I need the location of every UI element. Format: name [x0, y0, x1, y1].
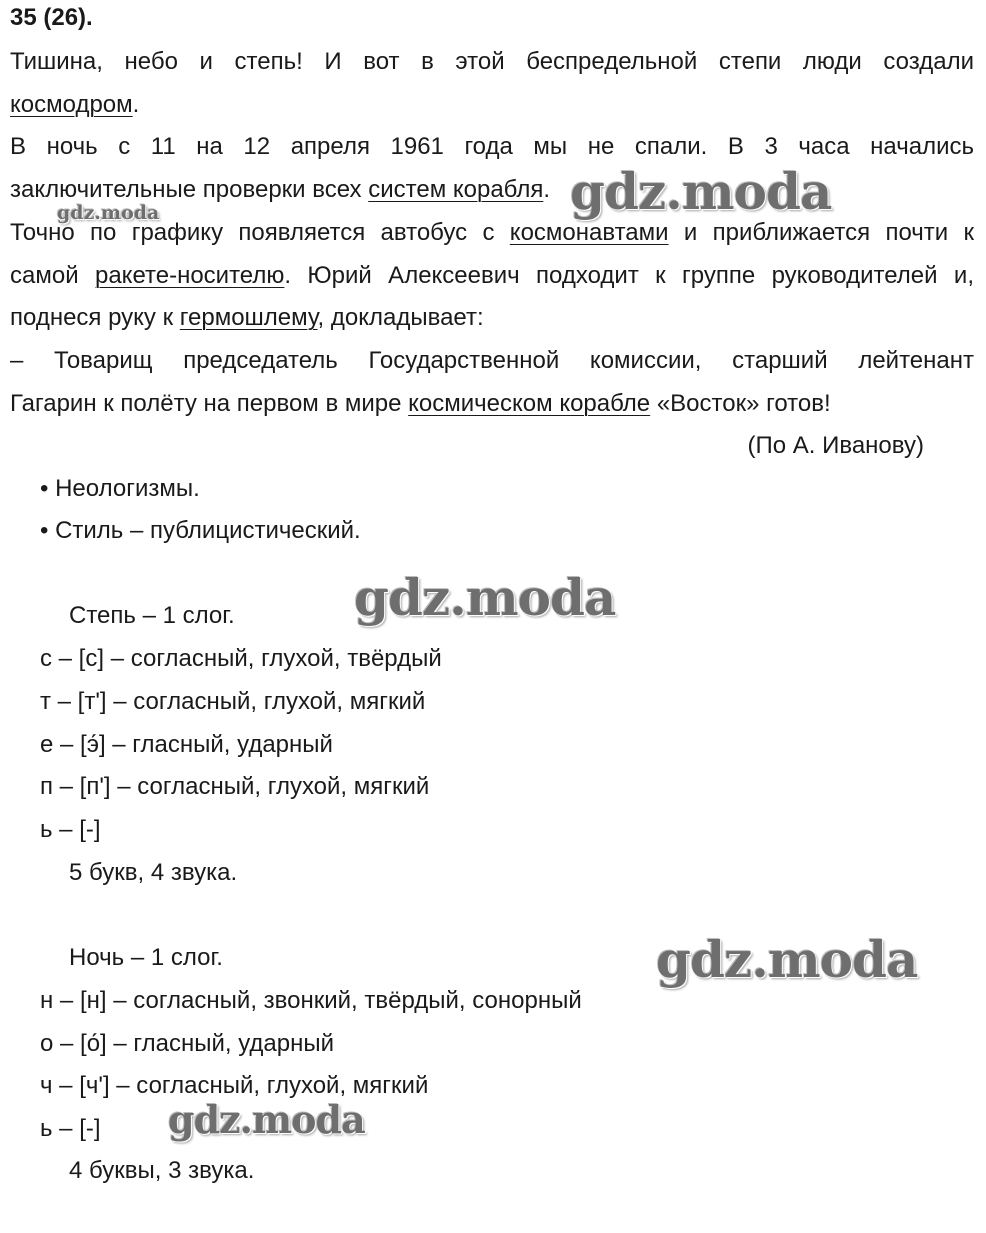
analysis-row: ь – [-] [40, 1115, 101, 1142]
text-line-5-a: Точно по графику появляется автобус с [10, 219, 510, 246]
analysis-row: п – [п'] – согласный, глухой, мягкий [40, 773, 430, 800]
text-line-7-a: поднеся руку к [10, 304, 180, 331]
analysis-summary: 4 буквы, 3 звука. [69, 1157, 255, 1184]
watermark: gdz.moda [570, 162, 832, 221]
text-line-4 [10, 175, 550, 205]
analysis-summary: 5 букв, 4 звука. [69, 859, 238, 886]
analysis-row: ч – [ч'] – согласный, глухой, мягкий [40, 1072, 429, 1099]
analysis-title: Степь – 1 слог. [69, 602, 235, 629]
attribution: (По А. Иванову) [747, 432, 924, 459]
analysis-row: ь – [-] [40, 816, 101, 843]
term-spaceship: космическом корабле [408, 390, 651, 417]
term-cosmodrome: космодром [10, 91, 133, 118]
text-line-4-tail: . [543, 176, 551, 203]
text-line-3: В ночь с 11 на 12 апреля 1961 года мы не спали. В 3 часа начались [10, 133, 974, 160]
note-item: • Стиль – публицистический. [40, 517, 361, 544]
watermark: gdz.moda [168, 1097, 365, 1142]
text-line-8: – Товарищ председатель Государственной комиссии, старший лейтенант [10, 347, 974, 374]
text-line-6-a: самой [10, 262, 95, 289]
analysis-row: е – [э́] – гласный, ударный [40, 731, 333, 758]
analysis-row: н – [н] – согласный, звонкий, твёрдый, сонорный [40, 987, 582, 1014]
text-line-7 [10, 303, 484, 333]
text-line-4-a: заключительные проверки всех [10, 176, 369, 203]
text-line-6-b: . Юрий Алексеевич подходит к группе руководителей и, [284, 262, 974, 289]
text-line-9-b: «Восток» готов! [650, 390, 831, 417]
analysis-row: с – [с] – согласный, глухой, твёрдый [40, 645, 442, 672]
exercise-number: 35 (26). [10, 4, 93, 31]
text-line-9-a: Гагарин к полёту на первом в мире [10, 390, 409, 417]
text-line-2 [10, 90, 139, 120]
text-line-6 [10, 261, 974, 291]
text-line-9 [10, 389, 831, 419]
note-item: • Неологизмы. [40, 475, 200, 502]
analysis-row: о – [о́] – гласный, ударный [40, 1030, 335, 1057]
analysis-row: т – [т'] – согласный, глухой, мягкий [40, 688, 426, 715]
watermark: gdz.moda [354, 568, 616, 627]
term-helmet: гермошлему [179, 304, 318, 331]
analysis-title: Ночь – 1 слог. [69, 944, 223, 971]
text-line-7-b: , докладывает: [317, 304, 484, 331]
watermark: gdz.moda [57, 202, 160, 224]
watermark: gdz.moda [656, 930, 918, 989]
term-launch-vehicle: ракете-носителю [94, 262, 285, 289]
text-line-5-b: и приближается почти к [668, 219, 974, 246]
term-ship-systems: систем корабля [368, 176, 544, 203]
text-line-1: Тишина, небо и степь! И вот в этой беспредельной степи люди создали [10, 48, 974, 75]
text-line-2-tail: . [132, 91, 140, 118]
term-cosmonauts: космонавтами [509, 219, 669, 246]
